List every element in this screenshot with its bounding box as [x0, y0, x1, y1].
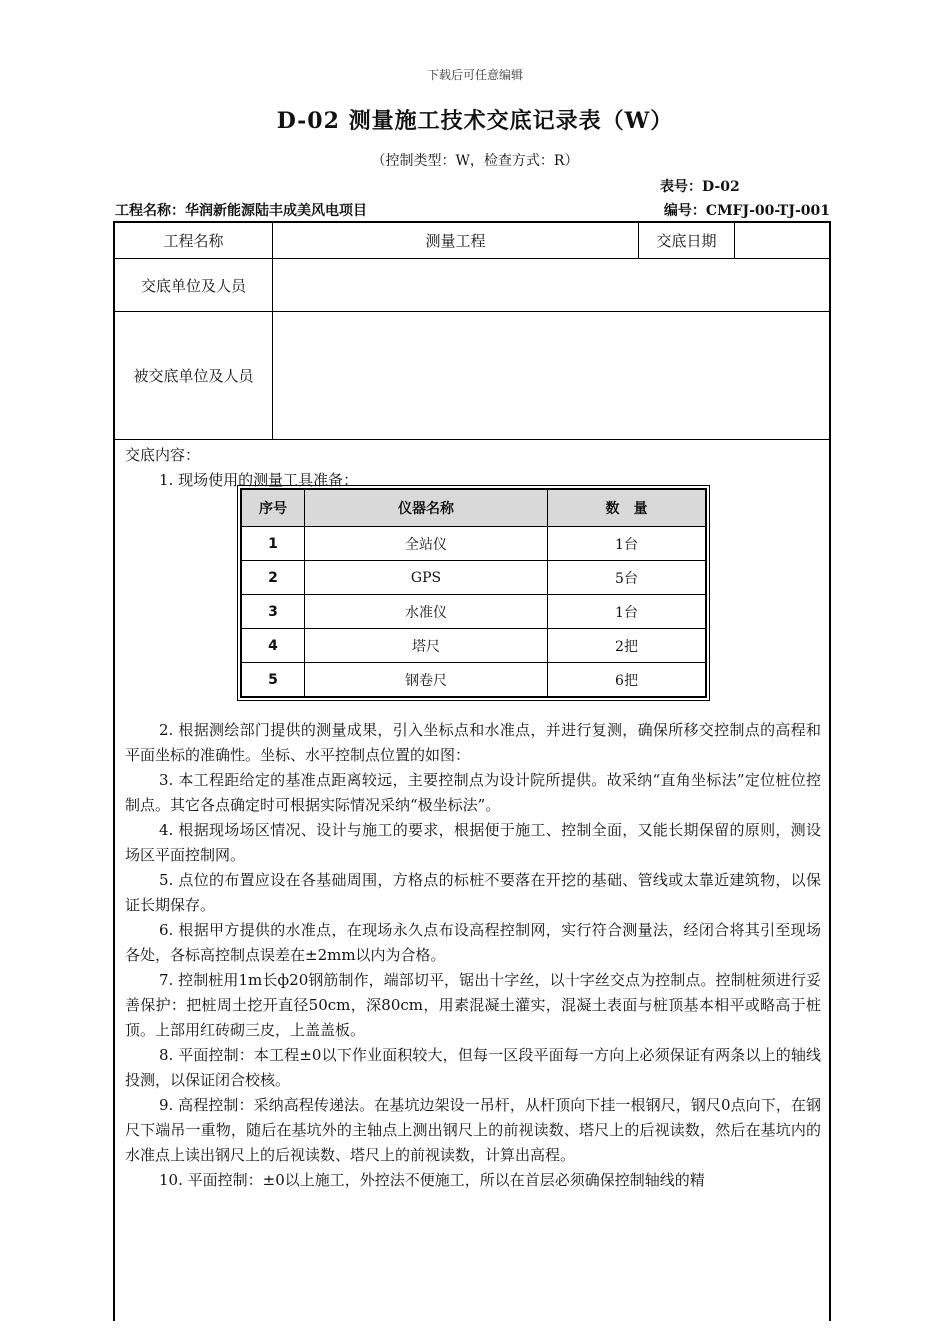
- form-row-receiving: [115, 312, 829, 440]
- download-note: 下载后可任意编辑: [426, 68, 523, 82]
- instrument-no: 1: [241, 527, 305, 561]
- project-line: [115, 200, 830, 220]
- serial-number: 编号：CMFJ-00-TJ-001: [663, 203, 830, 219]
- paragraph-9: 9. 高程控制：采纳高程传递法。在基坑边架设一吊杆，从杆顶向下挂一根钢尺，钢尺0点向下，在钢尺下端吊一重物，随后在基坑外的主轴点上测出钢尺上的前视读数、塔尺上的后视读数，然后在基坑内的水准点上读出钢尺上的后视读数、塔尺上的前视读数，计算出高程。: [125, 1096, 821, 1164]
- instrument-qty: 5台: [548, 561, 707, 595]
- paragraph-10: 10. 平面控制：±0以上施工，外控法不便施工，所以在首层必须确保控制轴线的精: [159, 1171, 705, 1189]
- table-row: [241, 629, 706, 663]
- document-title: D-02 测量施工技术交底记录表（W）: [276, 108, 674, 134]
- instrument-name: 钢卷尺: [305, 663, 548, 698]
- content-heading: 交底内容：: [125, 446, 201, 464]
- table-row: [241, 561, 706, 595]
- disclosing-label: 交底单位及人员: [115, 259, 273, 311]
- col-qty-header: 数 量: [548, 489, 707, 527]
- paragraph-5: 5. 点位的布置应设在各基础周围，方格点的标桩不要落在开挖的基础、管线或太靠近建筑物，以保证长期保存。: [125, 871, 821, 914]
- disclosure-paragraphs: [125, 718, 821, 1193]
- col-no-header: 序号: [241, 489, 305, 527]
- disclosure-content: [125, 443, 821, 493]
- instrument-qty: 2把: [548, 629, 707, 663]
- receiving-label: 被交底单位及人员: [115, 312, 273, 439]
- table-row: [241, 527, 706, 561]
- disclosing-value[interactable]: [273, 259, 829, 311]
- instrument-qty: 1台: [548, 527, 707, 561]
- instrument-no: 2: [241, 561, 305, 595]
- project-label: 工程名称: [115, 223, 273, 258]
- project-value[interactable]: 测量工程: [273, 223, 639, 258]
- instrument-qty: 6把: [548, 663, 707, 698]
- document-subtitle: （控制类型：W，检查方式：R）: [371, 153, 579, 169]
- instrument-table-header: [241, 489, 706, 527]
- table-row: [241, 663, 706, 698]
- date-value[interactable]: [735, 223, 829, 258]
- paragraph-7: 7. 控制桩用1m长ф20钢筋制作，端部切平，锯出十字丝，以十字丝交点为控制点。控制桩须进行妥善保护：把桩周土挖开直径50cm，深80cm，用素混凝土灌实，混凝土表面与桩顶基本相平或略高于桩顶。上部用红砖砌三皮，上盖盖板。: [125, 971, 821, 1039]
- date-label: 交底日期: [639, 223, 735, 258]
- instrument-table: [240, 488, 707, 698]
- receiving-value[interactable]: [273, 312, 829, 439]
- paragraph-4: 4. 根据现场场区情况、设计与施工的要求，根据便于施工、控制全面，又能长期保留的原则，测设场区平面控制网。: [125, 821, 821, 864]
- instrument-no: 5: [241, 663, 305, 698]
- instrument-name: GPS: [305, 561, 548, 595]
- record-form: [113, 221, 831, 1321]
- instrument-no: 4: [241, 629, 305, 663]
- instrument-name: 全站仪: [305, 527, 548, 561]
- instrument-name: 水准仪: [305, 595, 548, 629]
- paragraph-3: 3. 本工程距给定的基准点距离较远，主要控制点为设计院所提供。故采纳“直角坐标法”定位桩位控制点。其它各点确定时可根据实际情况采纳“极坐标法”。: [125, 771, 821, 814]
- instrument-no: 3: [241, 595, 305, 629]
- form-row-project: [115, 223, 829, 259]
- col-name-header: 仪器名称: [305, 489, 548, 527]
- content-item-1: 1. 现场使用的测量工具准备：: [159, 471, 359, 489]
- form-row-disclosing: [115, 259, 829, 312]
- instrument-name: 塔尺: [305, 629, 548, 663]
- paragraph-6: 6. 根据甲方提供的水准点，在现场永久点布设高程控制网，实行符合测量法，经闭合将其引至现场各处，各标高控制点误差在±2mm以内为合格。: [125, 921, 821, 964]
- table-number: 表号：D-02: [660, 179, 740, 195]
- instrument-qty: 1台: [548, 595, 707, 629]
- project-name: 工程名称：华润新能源陆丰成美风电项目: [115, 203, 367, 219]
- table-row: [241, 595, 706, 629]
- paragraph-8: 8. 平面控制：本工程±0以下作业面积较大，但每一区段平面每一方向上必须保证有两条以上的轴线投测，以保证闭合校核。: [125, 1046, 821, 1089]
- paragraph-2: 2. 根据测绘部门提供的测量成果，引入坐标点和水准点，并进行复测，确保所移交控制点的高程和平面坐标的准确性。坐标、水平控制点位置的如图：: [125, 721, 821, 764]
